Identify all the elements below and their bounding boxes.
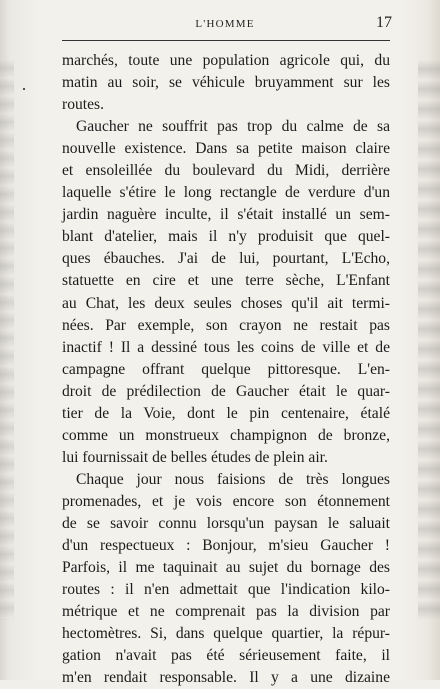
text-line: au Chat, les deux seules choses qu'il ait termi- <box>62 294 390 312</box>
text-line: marchés, toute une population agricole qui, du <box>62 52 390 69</box>
page-number: 17 <box>376 14 392 31</box>
text-line: et ensoleillée du boulevard du Midi, derrière <box>62 162 390 180</box>
text-line: comme un monstrueux champignon de bronze, <box>62 426 390 444</box>
text-line: statuette en cire et une terre sèche, L'Enfant <box>62 272 390 290</box>
body-text <box>62 50 390 689</box>
text-line: ques ébauches. J'ai de lui, pourtant, L'Echo, <box>62 250 390 268</box>
text-line: promenades, et je vois encore son étonnement <box>62 492 390 510</box>
text-line: droit de prédilection de Gaucher était le quar- <box>62 382 390 400</box>
text-line: nées. Par exemple, son crayon ne restait pas <box>62 316 390 334</box>
page-header <box>60 16 390 36</box>
left-margin-bleed <box>0 60 14 620</box>
text-line: d'un respectueux : Bonjour, m'sieu Gaucher ! <box>62 537 390 555</box>
right-margin-bleed <box>418 60 440 620</box>
text-line: de se savoir connu lorsqu'un paysan le saluait <box>62 514 390 532</box>
text-line: m'en rendait responsable. Il y a une dizaine <box>62 669 390 687</box>
header-rule <box>62 40 390 41</box>
text-line: Chaque jour nous faisions de très longues <box>76 470 390 488</box>
text-line: inactif ! Il a dessiné tous les coins de ville et de <box>62 338 390 356</box>
text-line: Gaucher ne souffrit pas trop du calme de sa <box>76 118 390 136</box>
text-line: routes. <box>62 96 105 114</box>
text-line: campagne offrant quelque pittoresque. L'en- <box>62 360 390 378</box>
text-line: métrique et ne comprenait pas la division par <box>62 603 390 621</box>
text-line: routes : il n'en admettait que l'indication kilo- <box>62 581 390 599</box>
text-line: lui fournissait de belles études de plein air. <box>62 448 328 466</box>
text-line: hectomètres. Si, dans quelque quartier, la répur- <box>62 625 390 643</box>
text-line: jardin naguère inculte, il s'était installé un sem- <box>62 206 390 224</box>
text-line: blant d'atelier, mais il n'y produisit que quel- <box>62 228 390 246</box>
text-line: nouvelle existence. Dans sa petite maison claire <box>62 140 390 158</box>
margin-speck <box>23 88 25 90</box>
text-line: gation n'avait pas été sérieusement faite, il <box>62 647 390 665</box>
running-head: L'HOMME <box>195 18 255 30</box>
text-line: laquelle s'étire le long rectangle de verdure d'un <box>62 184 390 202</box>
text-line: matin au soir, se véhicule bruyamment sur les <box>62 74 390 92</box>
text-line: Parfois, il me taquinait au sujet du bornage des <box>62 559 390 577</box>
text-line: tier de la Voie, dont le pin centenaire, étalé <box>62 404 390 422</box>
